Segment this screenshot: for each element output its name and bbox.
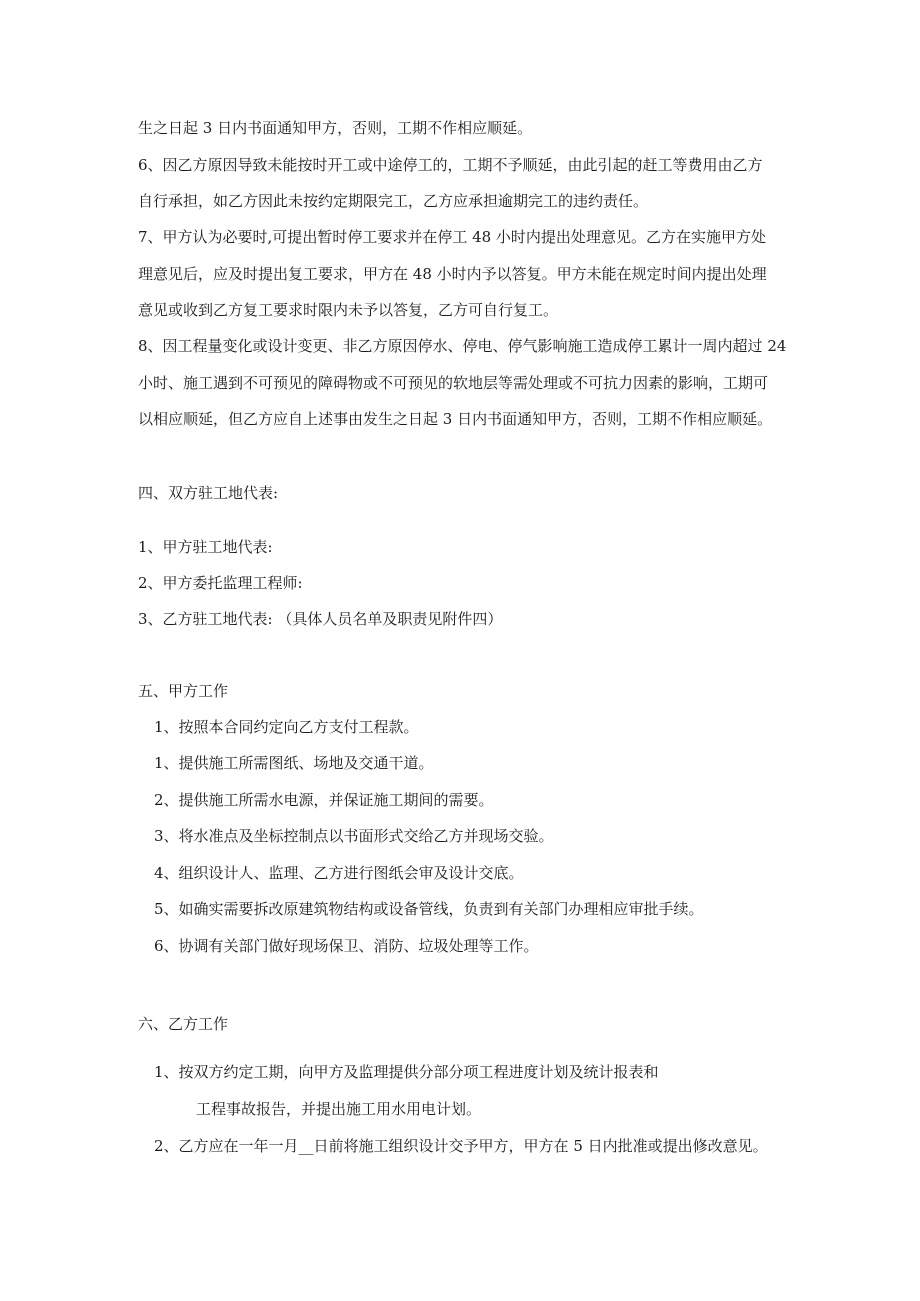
item-7-line-1: 7、甲方认为必要时,可提出暂时停工要求并在停工 48 小时内提出处理意见。乙方在实施甲方处 — [138, 228, 766, 246]
paragraph-line: 生之日起 3 日内书面通知甲方，否则，工期不作相应顺延。 — [138, 119, 533, 137]
item-7-line-2: 理意见后，应及时提出复工要求，甲方在 48 小时内予以答复。甲方未能在规定时间内提出处理 — [138, 265, 767, 283]
section-5-item: 5、如确实需要拆改原建筑物结构或设备管线，负责到有关部门办理相应审批手续。 — [154, 900, 704, 918]
item-6-line-1: 6、因乙方原因导致未能按时开工或中途停工的，工期不予顺延，由此引起的赶工等费用由乙方 — [138, 156, 763, 174]
section-5-item: 4、组织设计人、监理、乙方进行图纸会审及设计交底。 — [154, 864, 524, 882]
section-4-heading: 四、双方驻工地代表: — [138, 484, 279, 502]
item-8-line-3: 以相应顺延，但乙方应自上述事由发生之日起 3 日内书面通知甲方，否则，工期不作相应顺延。 — [138, 410, 773, 428]
section-5-item: 6、协调有关部门做好现场保卫、消防、垃圾处理等工作。 — [154, 937, 539, 955]
section-5-item: 3、将水准点及坐标控制点以书面形式交给乙方并现场交验。 — [154, 827, 554, 845]
section-5-heading: 五、甲方工作 — [138, 682, 229, 700]
section-6-heading: 六、乙方工作 — [138, 1015, 229, 1033]
item-8-line-1: 8、因工程量变化或设计变更、非乙方原因停水、停电、停气影响施工造成停工累计一周内超过 24 — [138, 337, 787, 355]
section-4-item-3: 3、乙方驻工地代表: （具体人员名单及职责见附件四） — [138, 610, 503, 628]
item-8-line-2: 小时、施工遇到不可预见的障碍物或不可预见的软地层等需处理或不可抗力因素的影响，工期可 — [138, 374, 769, 392]
section-6-item-1-line-1: 1、按双方约定工期，向甲方及监理提供分部分项工程进度计划及统计报表和 — [154, 1063, 659, 1081]
section-5-item: 1、提供施工所需图纸、场地及交通干道。 — [154, 754, 434, 772]
section-4-item-2: 2、甲方委托监理工程师: — [138, 574, 303, 592]
section-6-item-2: 2、乙方应在一年一月__日前将施工组织设计交予甲方，甲方在 5 日内批准或提出修改意见。 — [154, 1137, 768, 1155]
item-6-line-2: 自行承担，如乙方因此未按约定期限完工，乙方应承担逾期完工的违约责任。 — [138, 192, 649, 210]
section-6-item-1-line-2: 工程事故报告，并提出施工用水用电计划。 — [196, 1100, 482, 1118]
item-7-line-3: 意见或收到乙方复工要求时限内未予以答复，乙方可自行复工。 — [138, 301, 559, 319]
section-5-item: 1、按照本合同约定向乙方支付工程款。 — [154, 718, 419, 736]
section-5-item: 2、提供施工所需水电源，并保证施工期间的需要。 — [154, 791, 494, 809]
section-4-item-1: 1、甲方驻工地代表: — [138, 538, 273, 556]
